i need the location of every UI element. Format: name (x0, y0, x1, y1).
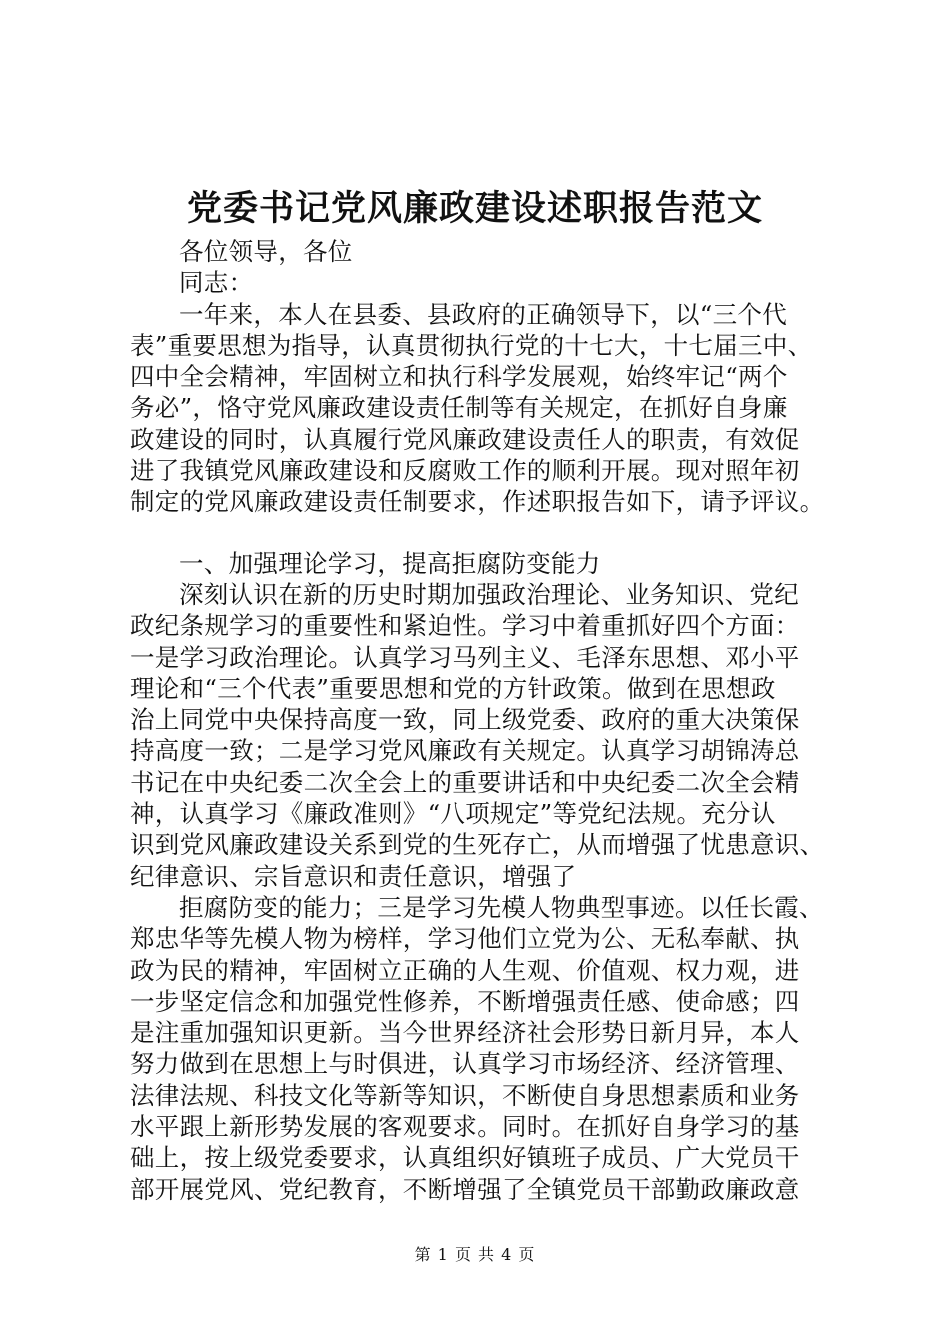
text-line: 政建设的同时，认真履行党风廉政建设责任人的职责，有效促 (130, 424, 800, 454)
text-line: 一、加强理论学习，提高拒腐防变能力 (179, 548, 601, 578)
text-line: 深刻认识在新的历史时期加强政治理论、业务知识、党纪 (179, 579, 799, 609)
text-line: 一年来，本人在县委、县政府的正确领导下，以“三个代 (179, 299, 788, 329)
page-footer: 第 1 页 共 4 页 (414, 1245, 536, 1264)
text-line: 表”重要思想为指导，认真贯彻执行党的十七大，十七届三中、 (130, 330, 813, 360)
text-line: 一步坚定信念和加强党性修养，不断增强责任感、使命感；四 (130, 986, 800, 1016)
text-line: 同志： (179, 268, 254, 298)
text-line: 治上同党中央保持高度一致，同上级党委、政府的重大决策保 (130, 705, 800, 735)
text-line: 四中全会精神，牢固树立和执行科学发展观，始终牢记“两个 (130, 362, 788, 392)
text-line: 部开展党风、党纪教育，不断增强了全镇党员干部勤政廉政意 (130, 1174, 800, 1204)
text-line: 书记在中央纪委二次全会上的重要讲话和中央纪委二次全会精 (130, 767, 800, 797)
text-line: 神，认真学习《廉政准则》“八项规定”等党纪法规。充分认 (130, 799, 776, 829)
text-line: 进了我镇党风廉政建设和反腐败工作的顺利开展。现对照年初 (130, 456, 800, 486)
text-line: 政为民的精神，牢固树立正确的人生观、价值观、权力观，进 (130, 955, 800, 985)
text-line: 础上，按上级党委要求，认真组织好镇班子成员、广大党员干 (130, 1143, 800, 1173)
text-line: 一是学习政治理论。认真学习马列主义、毛泽东思想、邓小平 (130, 642, 800, 672)
text-line: 郑忠华等先模人物为榜样，学习他们立党为公、无私奉献、执 (130, 924, 800, 954)
text-line: 各位领导，各位 (179, 237, 353, 266)
blank-line (130, 518, 830, 548)
document-body (130, 236, 830, 1205)
text-line: 政纪条规学习的重要性和紧迫性。学习中着重抓好四个方面： (130, 611, 800, 641)
text-line: 努力做到在思想上与时俱进，认真学习市场经济、经济管理、 (130, 1049, 800, 1079)
text-line: 识到党风廉政建设关系到党的生死存亡，从而增强了忧患意识、 (130, 830, 825, 860)
text-line: 持高度一致；二是学习党风廉政有关规定。认真学习胡锦涛总 (130, 736, 800, 766)
document-title: 党委书记党风廉政建设述职报告范文 (186, 188, 763, 229)
text-line: 是注重加强知识更新。当今世界经济社会形势日新月异，本人 (130, 1018, 800, 1048)
text-line: 务必”，恪守党风廉政建设责任制等有关规定，在抓好自身廉 (130, 393, 788, 423)
text-line: 制定的党风廉政建设责任制要求，作述职报告如下，请予评议。 (130, 487, 825, 517)
text-line: 拒腐防变的能力；三是学习先模人物典型事迹。以任长霞、 (179, 892, 824, 922)
text-line: 法律法规、科技文化等新等知识，不断使自身思想素质和业务 (130, 1080, 800, 1110)
text-line: 水平跟上新形势发展的客观要求。同时。在抓好自身学习的基 (130, 1112, 800, 1142)
text-line: 纪律意识、宗旨意识和责任意识，增强了 (130, 861, 577, 891)
text-line: 理论和“三个代表”重要思想和党的方针政策。做到在思想政 (130, 673, 776, 703)
